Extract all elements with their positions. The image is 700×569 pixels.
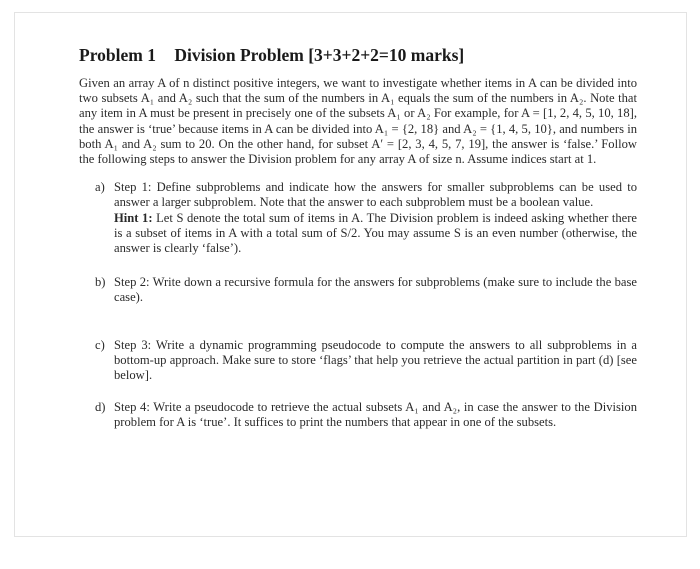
problem-number: Problem 1: [79, 45, 156, 65]
problem-intro: Given an array A of n distinct positive integers, we want to investigate whether items in A can be divided into two subsets A₁ and A₂ such that the sum of the numbers in A₁ equals the sum of the numbers in A₂. Note that any item in A must be present in precisely one of the subsets A₁ or A₂ For example, for A = [1, 2, 4, 5, 10, 18], the answer is ‘true’ because items in A can be divided into A₁ = {2, 18} and A₂ = {1, 4, 5, 10}, and numbers in both A₁ and A₂ sum to 20. On the other hand, for subset A′ = [2, 3, 4, 5, 7, 19], the answer is ‘false.’ Follow the following steps to answer the Division problem for any array A of size n. Assume indices start at 1.: [79, 76, 637, 167]
problem-content: [79, 45, 637, 431]
step-a: [95, 180, 637, 256]
step-a-body: [114, 180, 637, 256]
step-c: [95, 338, 637, 384]
step-a-text: Step 1: Define subproblems and indicate how the answers for smaller subproblems can be used to answer a larger subproblem. Note that the answer to each subproblem must be a boolean value.: [114, 180, 637, 210]
document-page: [14, 12, 687, 537]
step-c-text: Step 3: Write a dynamic programming pseudocode to compute the answers to all subproblems in a bottom-up approach. Make sure to store ‘flags’ that help you retrieve the actual partition in part (d) [see below].: [114, 337, 637, 383]
step-b-text: Step 2: Write down a recursive formula for the answers for subproblems (make sure to include the base case).: [114, 275, 637, 305]
step-c-marker: c): [95, 337, 105, 352]
step-d-marker: d): [95, 400, 106, 415]
problem-heading: [79, 45, 637, 66]
step-b: [95, 275, 637, 305]
step-d: [95, 400, 637, 430]
steps-list: [79, 180, 637, 430]
problem-title: Division Problem [3+3+2+2=10 marks]: [174, 45, 465, 65]
hint-text: Let S denote the total sum of items in A. The Division problem is indeed asking whether there is a subset of items in A with a total sum of S/2. You may assume S is an even number (otherwise, the answer is clearly ‘false’).: [114, 210, 638, 256]
step-b-marker: b): [95, 275, 106, 290]
step-a-marker: a): [95, 180, 105, 195]
step-d-text: Step 4: Write a pseudocode to retrieve the actual subsets A₁ and A₂, in case the answer to the Division problem for A is ‘true’. It suffices to print the numbers that appear in one of the subsets.: [114, 400, 637, 430]
hint-label: Hint 1:: [114, 210, 153, 225]
